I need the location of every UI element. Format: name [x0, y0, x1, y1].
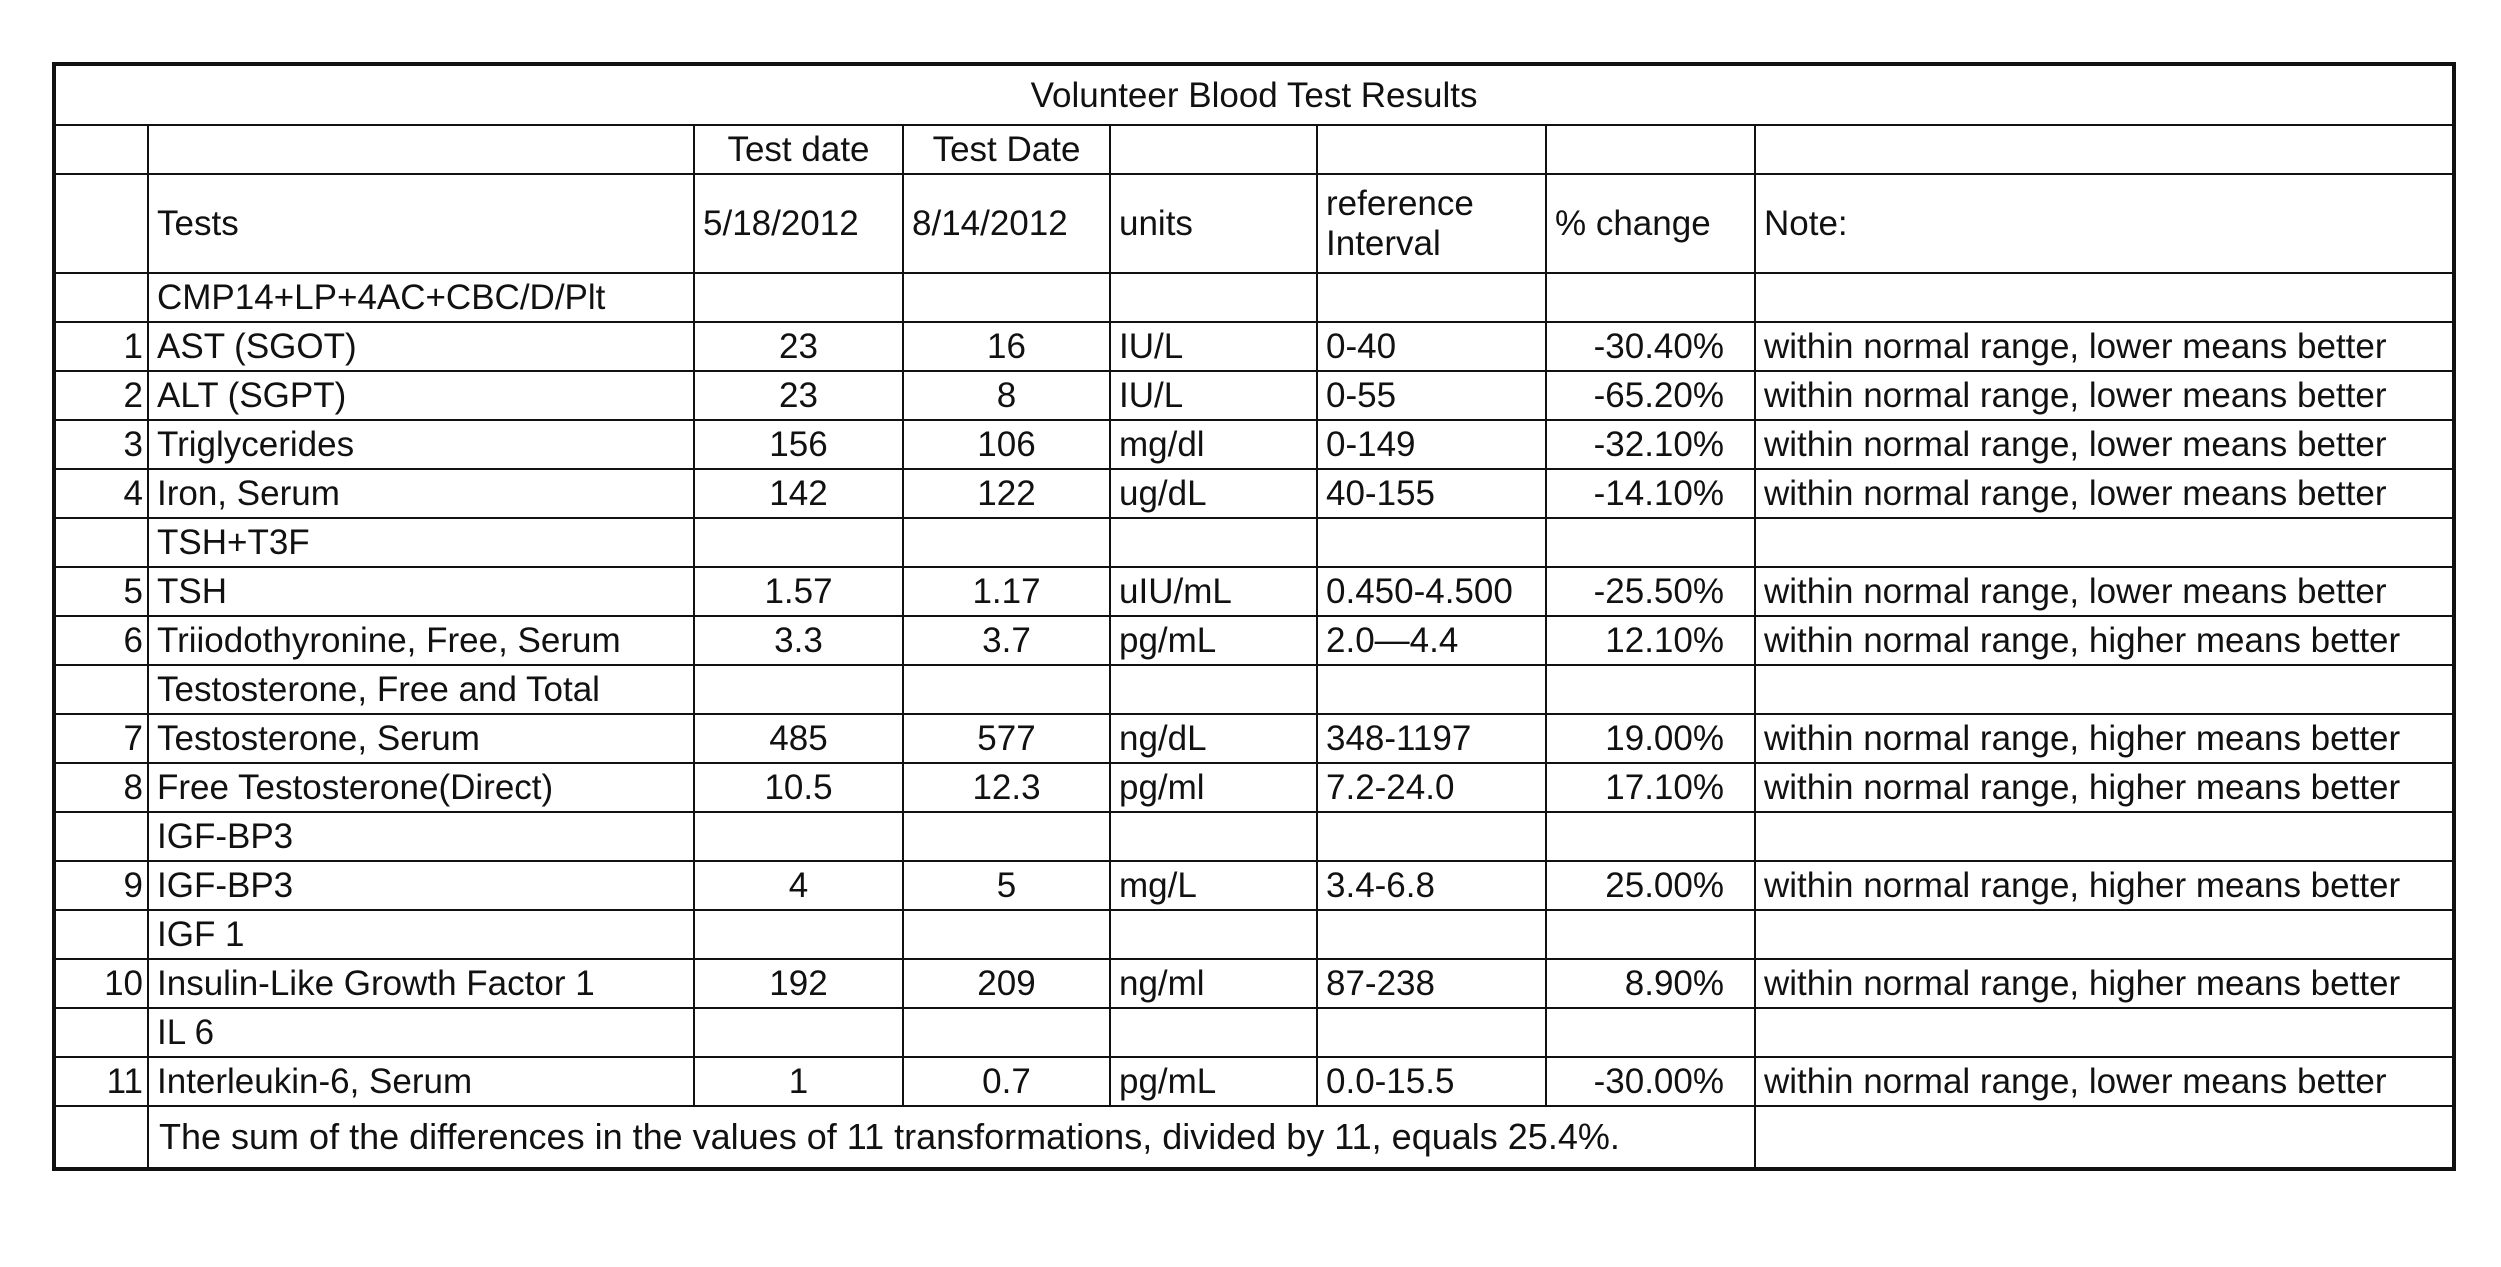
row-number: 10: [54, 959, 148, 1008]
change-value: -14.10%: [1546, 469, 1755, 518]
empty-cell: [903, 812, 1110, 861]
note-value: within normal range, lower means better: [1755, 469, 2454, 518]
value-date1: 156: [694, 420, 903, 469]
value-date1: 23: [694, 371, 903, 420]
units-header: units: [1110, 174, 1317, 273]
note-value: within normal range, lower means better: [1755, 420, 2454, 469]
test-name: Free Testosterone(Direct): [148, 763, 694, 812]
units-value: ng/dL: [1110, 714, 1317, 763]
empty-cell: [903, 1008, 1110, 1057]
empty-cell: [1546, 1008, 1755, 1057]
table-title: Volunteer Blood Test Results: [54, 64, 2454, 125]
change-value: -25.50%: [1546, 567, 1755, 616]
empty-cell: [1546, 665, 1755, 714]
reference-value: 3.4-6.8: [1317, 861, 1546, 910]
table-row: [54, 616, 2454, 665]
table-row: [54, 714, 2454, 763]
change-value: -65.20%: [1546, 371, 1755, 420]
empty-cell: [1110, 273, 1317, 322]
table-row: [54, 959, 2454, 1008]
empty-cell: [694, 665, 903, 714]
test-name: Testosterone, Serum: [148, 714, 694, 763]
empty-cell: [1755, 665, 2454, 714]
reference-header: reference Interval: [1317, 174, 1546, 273]
group-name: IGF 1: [148, 910, 694, 959]
value-date2: 16: [903, 322, 1110, 371]
group-name: TSH+T3F: [148, 518, 694, 567]
group-row: [54, 518, 2454, 567]
empty-cell: [694, 1008, 903, 1057]
change-value: 8.90%: [1546, 959, 1755, 1008]
change-value: 17.10%: [1546, 763, 1755, 812]
units-value: pg/ml: [1110, 763, 1317, 812]
change-header: % change: [1546, 174, 1755, 273]
empty-cell: [1317, 518, 1546, 567]
empty-cell: [903, 665, 1110, 714]
value-date2: 106: [903, 420, 1110, 469]
reference-value: 2.0—4.4: [1317, 616, 1546, 665]
units-value: ug/dL: [1110, 469, 1317, 518]
header-cell-empty: [148, 125, 694, 174]
value-date1: 142: [694, 469, 903, 518]
empty-cell: [1110, 518, 1317, 567]
group-row: [54, 812, 2454, 861]
group-name: IL 6: [148, 1008, 694, 1057]
empty-cell: [1110, 1008, 1317, 1057]
row-number: 6: [54, 616, 148, 665]
empty-cell: [1755, 518, 2454, 567]
empty-cell: [1755, 1008, 2454, 1057]
row-number: 9: [54, 861, 148, 910]
value-date2: 3.7: [903, 616, 1110, 665]
test-name: IGF-BP3: [148, 861, 694, 910]
empty-cell: [903, 910, 1110, 959]
value-date1: 3.3: [694, 616, 903, 665]
units-value: IU/L: [1110, 322, 1317, 371]
empty-cell: [1317, 1008, 1546, 1057]
change-value: 12.10%: [1546, 616, 1755, 665]
row-number: 1: [54, 322, 148, 371]
reference-value: 87-238: [1317, 959, 1546, 1008]
date2-header: 8/14/2012: [903, 174, 1110, 273]
header-cell-empty: [54, 125, 148, 174]
summary-text: The sum of the differences in the values of 11 transformations, divided by 11, equals 25.4%.: [148, 1106, 1755, 1169]
empty-cell: [1317, 273, 1546, 322]
blood-test-table: [52, 62, 2456, 1171]
empty-cell: [1546, 273, 1755, 322]
note-value: within normal range, higher means better: [1755, 714, 2454, 763]
value-date2: 577: [903, 714, 1110, 763]
note-value: within normal range, higher means better: [1755, 959, 2454, 1008]
row-number-cell: [54, 910, 148, 959]
table-row: [54, 763, 2454, 812]
units-value: IU/L: [1110, 371, 1317, 420]
units-value: mg/dl: [1110, 420, 1317, 469]
test-name: AST (SGOT): [148, 322, 694, 371]
group-row: [54, 1008, 2454, 1057]
empty-cell: [694, 812, 903, 861]
row-number-cell: [54, 665, 148, 714]
date1-header: 5/18/2012: [694, 174, 903, 273]
summary-row: [54, 1106, 2454, 1169]
group-name: IGF-BP3: [148, 812, 694, 861]
reference-value: 348-1197: [1317, 714, 1546, 763]
test-name: Triglycerides: [148, 420, 694, 469]
value-date2: 12.3: [903, 763, 1110, 812]
row-number: 3: [54, 420, 148, 469]
value-date2: 5: [903, 861, 1110, 910]
empty-cell: [1317, 910, 1546, 959]
date2-label: Test Date: [903, 125, 1110, 174]
note-header: Note:: [1755, 174, 2454, 273]
value-date1: 10.5: [694, 763, 903, 812]
units-value: mg/L: [1110, 861, 1317, 910]
empty-cell: [694, 518, 903, 567]
header-cell-empty: [1110, 125, 1317, 174]
test-name: Interleukin-6, Serum: [148, 1057, 694, 1106]
test-name: TSH: [148, 567, 694, 616]
note-value: within normal range, higher means better: [1755, 616, 2454, 665]
group-name: CMP14+LP+4AC+CBC/D/Plt: [148, 273, 694, 322]
row-number: 4: [54, 469, 148, 518]
reference-value: 7.2-24.0: [1317, 763, 1546, 812]
row-number: 2: [54, 371, 148, 420]
value-date2: 0.7: [903, 1057, 1110, 1106]
units-value: pg/mL: [1110, 616, 1317, 665]
value-date1: 23: [694, 322, 903, 371]
empty-cell: [1110, 665, 1317, 714]
value-date1: 485: [694, 714, 903, 763]
empty-cell: [903, 518, 1110, 567]
change-value: 25.00%: [1546, 861, 1755, 910]
reference-value: 0-149: [1317, 420, 1546, 469]
empty-cell: [1546, 518, 1755, 567]
table-row: [54, 567, 2454, 616]
change-value: -30.40%: [1546, 322, 1755, 371]
change-value: 19.00%: [1546, 714, 1755, 763]
header-cell-empty: [1546, 125, 1755, 174]
row-number-cell: [54, 812, 148, 861]
empty-cell: [1755, 812, 2454, 861]
change-value: -32.10%: [1546, 420, 1755, 469]
reference-value: 0-40: [1317, 322, 1546, 371]
test-name: Insulin-Like Growth Factor 1: [148, 959, 694, 1008]
tests-header: Tests: [148, 174, 694, 273]
table-row: [54, 371, 2454, 420]
row-number-cell: [54, 518, 148, 567]
group-row: [54, 665, 2454, 714]
value-date2: 8: [903, 371, 1110, 420]
units-value: pg/mL: [1110, 1057, 1317, 1106]
value-date1: 192: [694, 959, 903, 1008]
title-row: [54, 64, 2454, 125]
note-value: within normal range, higher means better: [1755, 861, 2454, 910]
test-name: ALT (SGPT): [148, 371, 694, 420]
empty-cell: [1317, 812, 1546, 861]
group-row: [54, 273, 2454, 322]
units-value: uIU/mL: [1110, 567, 1317, 616]
value-date1: 1.57: [694, 567, 903, 616]
reference-value: 0-55: [1317, 371, 1546, 420]
row-number-cell: [54, 273, 148, 322]
value-date2: 209: [903, 959, 1110, 1008]
group-row: [54, 910, 2454, 959]
empty-cell: [1110, 812, 1317, 861]
header-row-dates: [54, 125, 2454, 174]
row-number-cell: [54, 1008, 148, 1057]
note-value: within normal range, lower means better: [1755, 371, 2454, 420]
value-date1: 1: [694, 1057, 903, 1106]
summary-cell-empty: [54, 1106, 148, 1169]
row-number: 11: [54, 1057, 148, 1106]
header-row-columns: [54, 174, 2454, 273]
value-date2: 122: [903, 469, 1110, 518]
test-name: Triiodothyronine, Free, Serum: [148, 616, 694, 665]
header-cell-empty: [1317, 125, 1546, 174]
change-value: -30.00%: [1546, 1057, 1755, 1106]
value-date1: 4: [694, 861, 903, 910]
note-value: within normal range, lower means better: [1755, 567, 2454, 616]
table-row: [54, 469, 2454, 518]
table-row: [54, 420, 2454, 469]
row-number: 7: [54, 714, 148, 763]
reference-value: 40-155: [1317, 469, 1546, 518]
empty-cell: [1755, 910, 2454, 959]
row-number: 5: [54, 567, 148, 616]
value-date2: 1.17: [903, 567, 1110, 616]
empty-cell: [1110, 910, 1317, 959]
row-number: 8: [54, 763, 148, 812]
reference-value: 0.0-15.5: [1317, 1057, 1546, 1106]
units-value: ng/ml: [1110, 959, 1317, 1008]
empty-cell: [903, 273, 1110, 322]
empty-cell: [1546, 910, 1755, 959]
reference-value: 0.450-4.500: [1317, 567, 1546, 616]
table-row: [54, 861, 2454, 910]
empty-cell: [1317, 665, 1546, 714]
empty-cell: [1755, 273, 2454, 322]
summary-cell-empty: [1755, 1106, 2454, 1169]
table-row: [54, 322, 2454, 371]
header-cell-empty: [1755, 125, 2454, 174]
empty-cell: [694, 273, 903, 322]
group-name: Testosterone, Free and Total: [148, 665, 694, 714]
date1-label: Test date: [694, 125, 903, 174]
test-name: Iron, Serum: [148, 469, 694, 518]
header-cell-empty: [54, 174, 148, 273]
note-value: within normal range, lower means better: [1755, 1057, 2454, 1106]
empty-cell: [694, 910, 903, 959]
note-value: within normal range, lower means better: [1755, 322, 2454, 371]
note-value: within normal range, higher means better: [1755, 763, 2454, 812]
table-row: [54, 1057, 2454, 1106]
empty-cell: [1546, 812, 1755, 861]
